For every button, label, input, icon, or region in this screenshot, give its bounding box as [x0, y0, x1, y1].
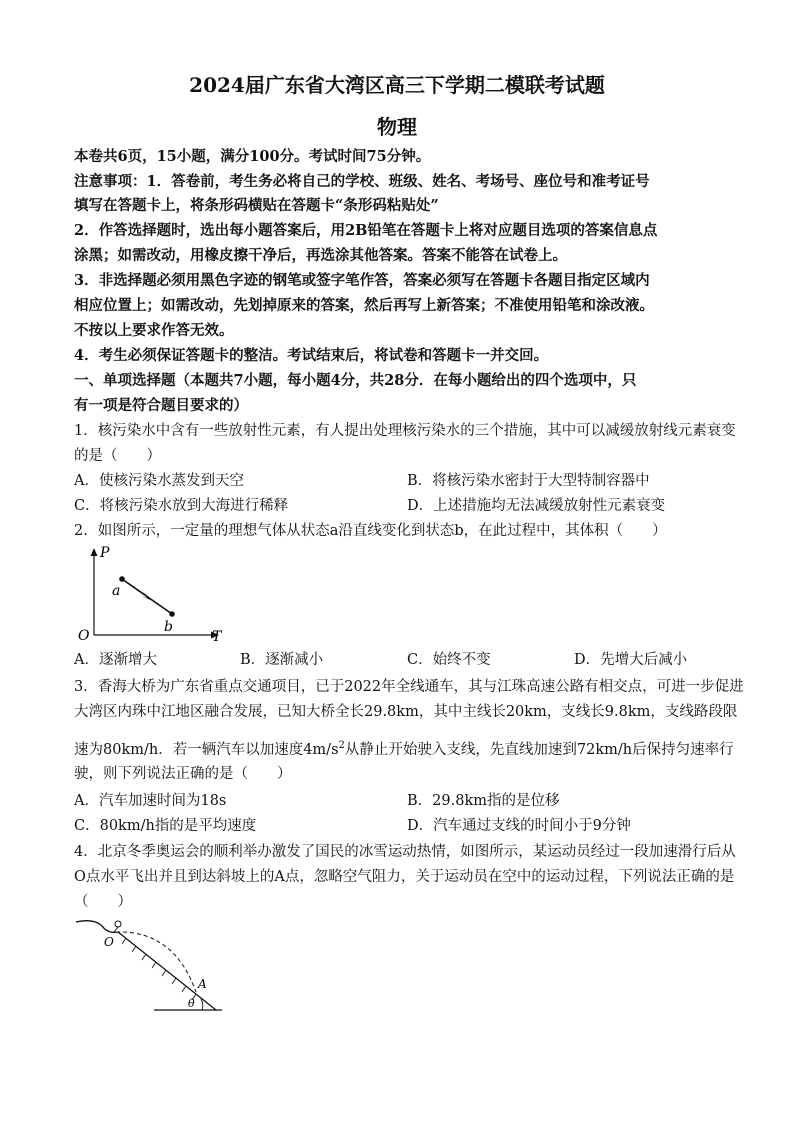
q3-stem-part: 从静止开始驶入支线，先直线加速到72km/h后保持匀速率行 — [344, 741, 734, 758]
label-a: a — [112, 583, 121, 599]
slope — [118, 932, 216, 1010]
subject-title: 物理 — [377, 115, 417, 139]
note-line: 填写在答题卡上，将条形码横贴在答题卡“条形码粘贴处” — [74, 197, 439, 214]
q3-stem-part: 速为80km/h．若一辆汽车以加速度4m/s — [74, 741, 339, 758]
takeoff-ramp — [76, 921, 118, 933]
skier-icon — [115, 921, 121, 927]
slope-hatch — [122, 938, 126, 944]
q2-pt-diagram — [74, 545, 234, 645]
angle-arc — [201, 999, 203, 1010]
q3-option-d: D．汽车通过支线的时间小于9分钟 — [407, 818, 631, 834]
q3-option-c: C．80km/h指的是平均速度 — [74, 818, 257, 834]
q3-exponent: 2 — [338, 740, 345, 751]
note-line: 不按以上要求作答无效。 — [74, 322, 234, 339]
q2-option-d: D．先增大后减小 — [574, 652, 688, 668]
q1-stem: 1．核污染水中含有一些放射性元素，有人提出处理核污染水的三个措施，其中可以减缓放射线元素衰变 — [74, 423, 736, 439]
note-line: 3．非选择题必须用黑色字迹的钢笔或签字笔作答，答案必须写在答题卡各题目指定区域内 — [74, 272, 650, 289]
q3-stem: 3．香海大桥为广东省重点交通项目，已于2022年全线通车，其与江珠高速公路有相交点，可进一步促进 — [74, 679, 744, 695]
label-b: b — [164, 619, 173, 635]
axis-label-t: T — [212, 629, 222, 645]
exam-summary: 本卷共6页，15小题，满分100分。考试时间75分钟。 — [74, 148, 431, 165]
exam-title: 2024届广东省大湾区高三下学期二模联考试题 — [189, 73, 605, 97]
label-o: O — [104, 935, 114, 949]
q4-ski-jump-diagram — [74, 912, 224, 1012]
section-heading: 有一项是符合题目要求的） — [74, 397, 248, 414]
point-a — [119, 576, 125, 582]
p-axis-arrow — [91, 548, 98, 556]
q4-stem: （ ） — [74, 894, 132, 910]
q1-stem: 的是（ ） — [74, 448, 161, 464]
slope-hatch — [182, 986, 186, 992]
note-line: 4．考生必须保证答题卡的整洁。考试结束后，将试卷和答题卡一并交回。 — [74, 347, 549, 364]
point-b — [169, 611, 175, 617]
q1-option-d: D．上述措施均无法减缓放射性元素衰变 — [407, 498, 666, 514]
q3-stem: 大湾区内珠中江地区融合发展，已知大桥全长29.8km，其中主线长20km，支线长9.8km，支线路段限 — [74, 704, 738, 720]
origin-label: O — [78, 628, 90, 644]
q3-stem: 驶，则下列说法正确的是（ ） — [74, 766, 292, 782]
skier-body — [114, 927, 118, 932]
q2-option-c: C．始终不变 — [407, 652, 491, 668]
q1-option-a: A．使核污染水蒸发到天空 — [74, 473, 244, 489]
q1-option-c: C．将核污染水放到大海进行稀释 — [74, 498, 289, 514]
section-heading: 一、单项选择题（本题共7小题，每小题4分，共28分．在每小题给出的四个选项中，只 — [74, 372, 637, 389]
note-line: 注意事项：1．答卷前，考生务必将自己的学校、班级、姓名、考场号、座位号和准考证号 — [74, 173, 650, 190]
q2-option-b: B．逐渐减小 — [240, 652, 324, 668]
q3-option-a: A．汽车加速时间为18s — [74, 793, 227, 809]
slope-hatch — [162, 970, 166, 976]
slope-hatch — [172, 978, 176, 984]
q2-stem: 2．如图所示，一定量的理想气体从状态a沿直线变化到状态b，在此过程中，其体积（ ） — [74, 523, 667, 539]
q1-option-b: B．将核污染水密封于大型特制容器中 — [407, 473, 650, 489]
label-a: A — [198, 977, 207, 991]
q4-stem: O点水平飞出并且到达斜坡上的A点，忽略空气阻力，关于运动员在空中的运动过程，下列说法正确的是 — [74, 869, 735, 885]
note-line: 涂黑；如需改动，用橡皮擦干净后，再选涂其他答案。答案不能答在试卷上。 — [74, 247, 567, 264]
q4-stem: 4．北京冬季奥运会的顺利举办激发了国民的冰雪运动热情，如图所示，某运动员经过一段加速滑行后从 — [74, 844, 736, 860]
q2-option-a: A．逐渐增大 — [74, 652, 157, 668]
note-line: 相应位置上；如需改动，先划掉原来的答案，然后再写上新答案；不准使用铅笔和涂改液。 — [74, 297, 654, 314]
axis-label-p: P — [100, 545, 110, 561]
q3-stem-line3 — [74, 736, 734, 760]
slope-hatch — [152, 962, 156, 968]
label-theta: θ — [188, 997, 195, 1010]
slope-hatch — [132, 946, 136, 952]
slope-hatch — [142, 954, 146, 960]
note-line: 2．作答选择题时，选出每小题答案后，用2B铅笔在答题卡上将对应题目选项的答案信息点 — [74, 222, 658, 239]
q3-option-b: B．29.8km指的是位移 — [407, 793, 560, 809]
